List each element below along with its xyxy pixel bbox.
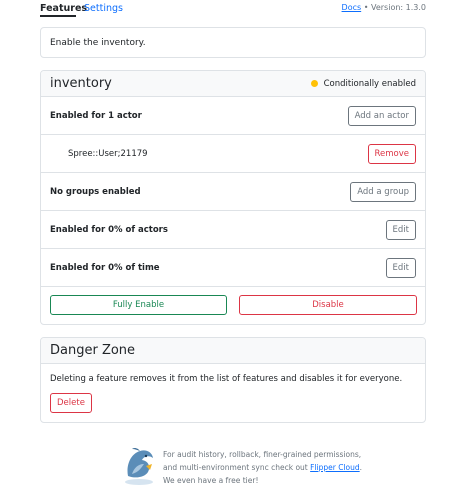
feature-card xyxy=(40,70,426,325)
groups-row xyxy=(41,173,425,211)
percent-actors-row xyxy=(41,211,425,249)
actor-list-item xyxy=(41,135,425,173)
top-nav xyxy=(40,0,426,17)
add-actor-button[interactable]: Add an actor xyxy=(348,106,416,126)
feature-actions xyxy=(41,287,425,325)
version-separator: • xyxy=(361,3,371,12)
danger-zone-title: Danger Zone xyxy=(50,343,136,358)
nav-meta xyxy=(342,3,426,12)
edit-percent-actors-button[interactable]: Edit xyxy=(386,220,416,240)
flipper-cloud-link[interactable]: Flipper Cloud xyxy=(310,463,360,472)
feature-description: Enable the inventory. xyxy=(40,27,426,58)
status-label: Conditionally enabled xyxy=(323,79,416,89)
actor-id: Spree::User;21179 xyxy=(68,149,148,159)
percent-actors-label: Enabled for 0% of actors xyxy=(50,225,168,235)
edit-percent-time-button[interactable]: Edit xyxy=(386,258,416,278)
footer-line-3: We even have a free tier! xyxy=(163,476,259,485)
fully-enable-button[interactable]: Fully Enable xyxy=(50,295,227,315)
footer-line-1: For audit history, rollback, finer-grained permissions, xyxy=(163,450,362,459)
tab-features[interactable]: Features xyxy=(40,3,88,14)
version-label: Version: 1.3.0 xyxy=(370,3,426,12)
disable-button[interactable]: Disable xyxy=(239,295,417,315)
remove-actor-button[interactable]: Remove xyxy=(368,144,417,164)
footer-line-2 xyxy=(163,463,362,472)
percent-time-label: Enabled for 0% of time xyxy=(50,263,160,273)
actors-label: Enabled for 1 actor xyxy=(50,111,142,121)
footer xyxy=(122,446,382,490)
feature-card-header xyxy=(41,71,425,97)
percent-time-row xyxy=(41,249,425,287)
feature-status xyxy=(311,79,416,89)
active-tab-indicator xyxy=(40,15,76,17)
feature-name: inventory xyxy=(50,76,112,91)
groups-label: No groups enabled xyxy=(50,187,141,197)
danger-zone-text: Deleting a feature removes it from the list of features and disables it for everyone. xyxy=(50,374,403,384)
actors-row xyxy=(41,97,425,135)
tab-settings[interactable]: Settings xyxy=(84,3,123,14)
status-dot-icon xyxy=(311,80,318,87)
dolphin-logo-icon xyxy=(122,446,156,486)
footer-line-2-text: and multi-environment sync check out xyxy=(163,463,311,472)
docs-link[interactable]: Docs xyxy=(341,3,362,12)
delete-feature-button[interactable]: Delete xyxy=(50,393,92,413)
danger-zone-card xyxy=(40,337,426,423)
add-group-button[interactable]: Add a group xyxy=(350,182,416,202)
danger-zone-header xyxy=(41,338,425,364)
footer-line-2-period: . xyxy=(359,463,363,472)
